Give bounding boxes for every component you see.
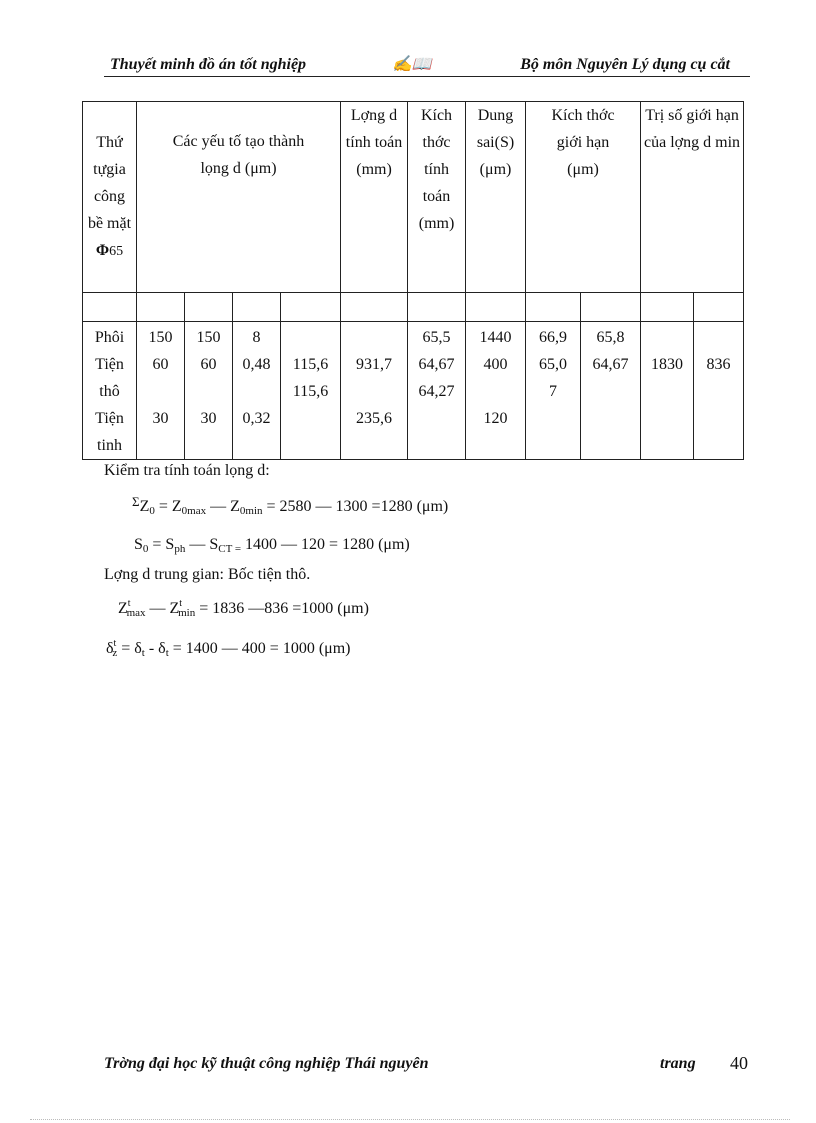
cell-epsilon: 115,6 115,6 xyxy=(281,322,341,460)
formula-z-intermediate: $Z^t_{max}$ — $Z^t_{min} = 1836$ —836 =1000 (μm) xyxy=(118,598,369,619)
header-limit-allowance: Trị số giới hạn của lợng d min xyxy=(641,102,744,293)
header-title: Thuyết minh đồ án tốt nghiệp xyxy=(110,56,307,73)
table-cell xyxy=(341,293,408,322)
cell-rz: 150 60 30 xyxy=(137,322,185,460)
cell-tolerance: 1440 400 120 xyxy=(466,322,526,460)
header-department: Bộ môn Nguyên Lý dụng cụ cắt xyxy=(520,56,730,73)
cell-allow-max: 1830 xyxy=(641,322,694,460)
formula-s0: $S_0 = S_{ph}$ — $S_{CT =}$ 1400 — 120 = 1280 (μm) xyxy=(134,536,410,555)
header-factors: Các yếu tố tạo thành lọng d (μm) xyxy=(137,102,341,293)
page-number: 40 xyxy=(730,1053,748,1073)
check-title: Kiểm tra tính toán lọng d: xyxy=(104,462,270,479)
table-cell xyxy=(408,293,466,322)
cell-t: 150 60 30 xyxy=(185,322,233,460)
formula-delta: $\delta^t_z = \delta_t - \delta_t = 1400$ — 400 = 1000 (μm) xyxy=(106,638,351,659)
page-header xyxy=(104,56,750,77)
table-cell xyxy=(83,293,137,322)
table-subheader-row xyxy=(83,293,744,322)
table-cell xyxy=(694,293,744,322)
header-limit-dimension: Kích thớc giới hạn (μm) xyxy=(526,102,641,293)
formula-sum-z: $^\Sigma Z_0 = Z_{0max}$ — $Z_{0min} = 2580$ — 1300 =1280 (μm) xyxy=(132,494,449,517)
table-cell xyxy=(526,293,581,322)
table-cell xyxy=(281,293,341,322)
cell-limit-max: 66,9 65,0 7 xyxy=(526,322,581,460)
header-step: Thứ tựgia công bề mặt Φ65 xyxy=(83,102,137,293)
cell-rho: 8 0,48 0,32 xyxy=(233,322,281,460)
allowance-table xyxy=(82,101,744,460)
cell-steps: Phôi Tiện thô Tiện tinh xyxy=(83,322,137,460)
cell-limit-min: 65,8 64,67 xyxy=(581,322,641,460)
table-cell xyxy=(581,293,641,322)
cell-allow-min: 836 xyxy=(694,322,744,460)
table-cell xyxy=(641,293,694,322)
footer-university: Trờng đại học kỹ thuật công nghiệp Thái nguyên xyxy=(104,1055,429,1072)
phi-label: Φ65 xyxy=(95,242,124,259)
header-calc-dimension: Kích thớc tính toán (mm) xyxy=(408,102,466,293)
table-cell xyxy=(137,293,185,322)
table-header-row xyxy=(83,102,744,293)
bottom-divider xyxy=(30,1119,790,1120)
intermediate-title: Lợng d trung gian: Bốc tiện thô. xyxy=(104,566,311,583)
table-cell xyxy=(466,293,526,322)
footer-page-label: trang xyxy=(660,1055,696,1072)
book-icon: ✍📖 xyxy=(392,56,432,73)
table-cell xyxy=(233,293,281,322)
header-tolerance: Dung sai(S) (μm) xyxy=(466,102,526,293)
table-cell xyxy=(185,293,233,322)
cell-calc-allowance: 931,7 235,6 xyxy=(341,322,408,460)
table-row xyxy=(83,322,744,460)
header-calc-allowance: Lợng d tính toán (mm) xyxy=(341,102,408,293)
cell-calc-dimension: 65,5 64,67 64,27 xyxy=(408,322,466,460)
